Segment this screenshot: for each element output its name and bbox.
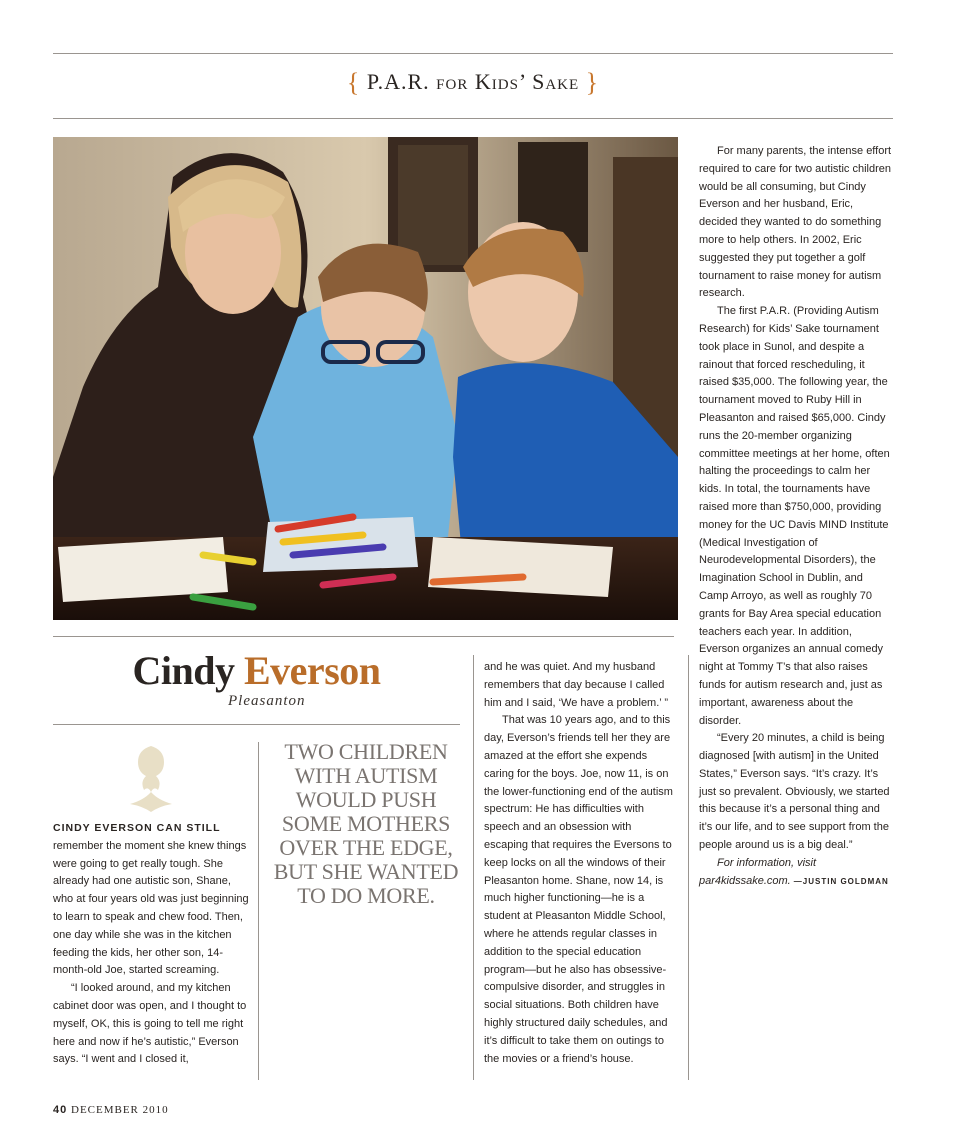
- article-column-1: [53, 820, 253, 1069]
- brace-open: {: [346, 68, 361, 97]
- family-photo: [53, 137, 678, 620]
- column-divider-3: [688, 655, 689, 1080]
- column1-paragraph-1: remember the moment she knew things were going to get really tough. She already had one autistic son, Shane, who at four years old was just beginning to learn to speak and chew food. Then, one day while she was in the kitchen feeding the kids, her other son, 14-month-old Joe, started screaming.: [53, 839, 249, 977]
- page-number: 40: [53, 1104, 68, 1116]
- issue-date: DECEMBER 2010: [71, 1104, 169, 1116]
- column4-paragraph-3: “Every 20 minutes, a child is being diagnosed [with autism] in the United States,” Everson says. “It’s crazy. It’s just so prevalent. Obviously, we started this because it’s a personal thing and it’s our life, and to see support from the people around us is a big deal.”: [699, 732, 890, 852]
- header-bottom-rule: [53, 118, 893, 119]
- lead-in: CINDY EVERSON CAN STILL: [53, 822, 221, 834]
- pull-quote: TWO CHILDREN WITH AUTISM WOULD PUSH SOME MOTHERS OVER THE EDGE, BUT SHE WANTED TO DO MORE.: [273, 739, 459, 908]
- photo-bottom-rule: [53, 636, 674, 637]
- column3-paragraph-2: That was 10 years ago, and to this day, Everson’s friends tell her they are amazed at the effort she expends caring for the boys. Joe, now 11, is on the lower-functioning end of the autism spectrum: He has difficulties with speech and an obsession with escaping that requires the Eversons to keep locks on all the windows of their Pleasanton home. Shane, now 14, is much higher functioning—he is a student at Pleasanton Middle School, where he attends regular classes in addition to the special education program—but he also has obsessive-compulsive disorder, and struggles in social situations. Both children have highly structured daily schedules, and it’s difficult to take them on outings to the movies or a friend’s house.: [484, 714, 673, 1065]
- article-column-4: [699, 143, 893, 890]
- column4-paragraph-2: The first P.A.R. (Providing Autism Research) for Kids’ Sake tournament took place in Sunol, and despite a rainout that forced rescheduling, it raised $35,000. The following year, the tournament moved to Ruby Hill in Pleasanton and raised $65,000. Cindy runs the 20-member organizing committee meetings at her home, often halting the proceedings to calm her kids. In total, the tournaments have raised more than $750,000, providing money for the UC Davis MIND Institute (Medical Investigation of Neurodevelopmental Disorders), the Imagination School in Dublin, and Camp Arroyo, as well as roughly 70 grants for Bay Area special education teachers each year. In addition, Everson organizes an annual comedy night at Tommy T’s that also raises funds for autism research and, just as important, awareness about the disorder.: [699, 305, 890, 727]
- ornament-icon: [128, 742, 174, 814]
- photo-illustration: [53, 137, 678, 620]
- article-column-3: [484, 659, 674, 1068]
- name-bottom-rule: [53, 724, 460, 725]
- first-name: Cindy: [132, 648, 235, 693]
- column4-paragraph-1: For many parents, the intense effort required to care for two autistic children would be all consuming, but Cindy Everson and her husband, Eric, decided they wanted to do something more to help others. In 2002, Eric suggested they put together a golf tournament to raise money for autism research.: [699, 145, 892, 300]
- byline: —JUSTIN GOLDMAN: [793, 876, 889, 886]
- profile-name-block: [53, 645, 460, 709]
- column-divider-2: [473, 655, 474, 1080]
- info-link-text: For information, visit par4kidssake.com.: [699, 856, 817, 887]
- header-title-part1: P.A.R.: [366, 69, 430, 94]
- profile-city: Pleasanton: [228, 693, 306, 709]
- column3-paragraph-1: and he was quiet. And my husband remembers that day because I called him and I said, ‘We have a problem.’ ”: [484, 661, 669, 709]
- profile-name: [53, 645, 460, 697]
- brace-close: }: [585, 68, 600, 97]
- last-name: Everson: [244, 648, 381, 693]
- column1-paragraph-2: “I looked around, and my kitchen cabinet door was open, and I thought to myself, OK, this is going to tell me right here and now if he’s autistic,” Everson says. “I went and I closed it,: [53, 982, 247, 1066]
- section-header: [0, 66, 946, 96]
- page-footer: [53, 1104, 169, 1116]
- header-title-part2: for Kids’ Sake: [436, 69, 580, 94]
- column-divider-1: [258, 742, 259, 1080]
- top-rule: [53, 53, 893, 54]
